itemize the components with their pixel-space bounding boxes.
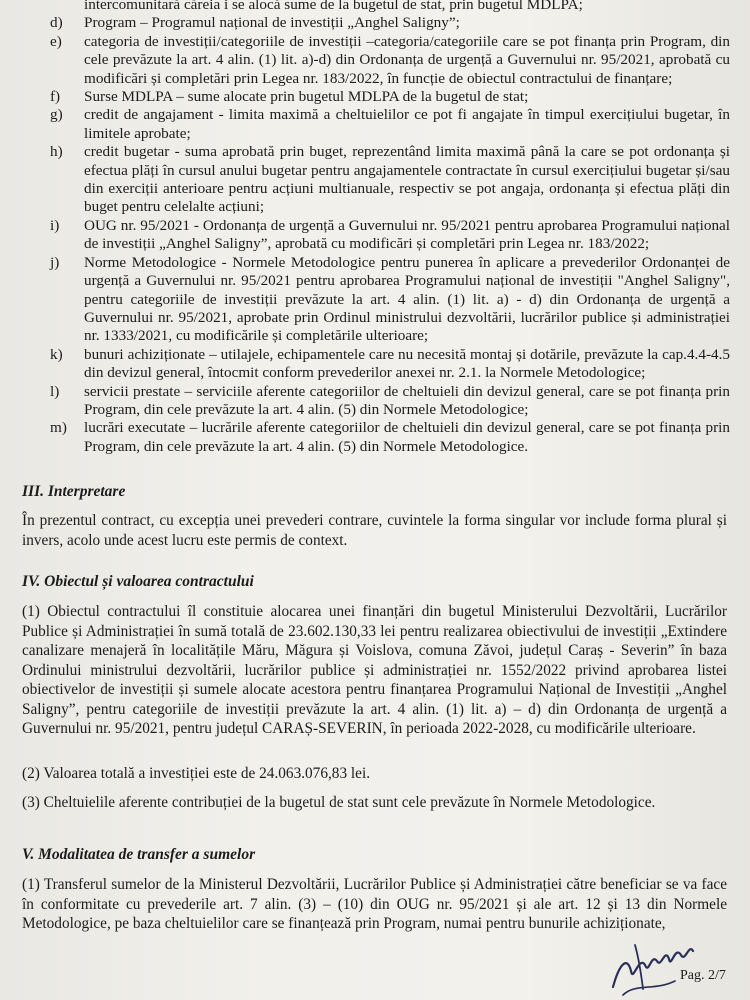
- definition-item-label: d): [50, 14, 63, 32]
- handwritten-signature: [605, 925, 715, 1000]
- definition-item-text: intercomunitară căreia i se alocă sume de la bugetul de stat, prin bugetul MDLPA;: [84, 0, 583, 13]
- definition-item-label: m): [50, 419, 67, 437]
- definition-item-label: i): [50, 216, 60, 234]
- definition-item: [50, 143, 730, 217]
- definitions-list: [50, 0, 730, 456]
- section-heading-transfer: V. Modalitatea de transfer a sumelor: [22, 846, 256, 863]
- definition-item-text: credit de angajament - limita maximă a cheltuielilor ce pot fi angajate în timpul exercițiului bugetar, în limitele aprobate;: [84, 106, 730, 142]
- definition-item-label: k): [50, 345, 63, 363]
- definition-item-text: categoria de investiții/categoriile de investiții –categoria/categoriile care se pot finanța prin Program, din cele prevăzute la art. 4 alin. (1) lit. a)-d) din Ordonanța de urgență a Guvernului nr. 95/2021, aprobată cu modificări și completări prin Legea nr. 183/2022, în funcție de obiectul contractului de finanțare;: [84, 32, 730, 87]
- definition-item: [50, 254, 730, 346]
- definition-item: [50, 419, 730, 456]
- definition-item-text: lucrări executate – lucrările aferente categoriilor de cheltuieli din devizul general, care se pot finanța prin Program, din cele prevăzute la art. 4 alin. (5) din Normele Metodologice.: [84, 419, 730, 455]
- definition-item: [50, 346, 730, 383]
- section-heading-obiect: IV. Obiectul și valoarea contractului: [22, 573, 254, 590]
- definition-item: [50, 217, 730, 254]
- page-number: Pag. 2/7: [680, 968, 726, 983]
- definition-item-text: Norme Metodologice - Normele Metodologice pentru punerea în aplicare a prevederilor Ordonanței de urgență a Guvernului nr. 95/2021 pentru aprobarea Programului național de investiții "Anghel Saligny", pentru categoriile de investiții prevăzute la art. 4 alin. (1) lit. a) - d) din Ordonanța de urgență a Guvernului nr. 95/2021, aprobate prin Ordinul ministrului dezvoltării, lucrărilor publice și administrației nr. 1333/2021, cu modificările și completările ulterioare;: [84, 253, 730, 345]
- obiect-paragraph-1: (1) Obiectul contractului îl constituie alocarea unei finanțări din bugetul Ministerului Dezvoltării, Lucrărilor Publice și Administrației în sumă totală de 23.602.130,33 lei pentru realizarea obiectivului de investiții „Extindere canalizare menajeră în localitățile Măru, Măgura și Voislova, comuna Zăvoi, județul Caraș - Severin” în baza Ordinului ministrului dezvoltării, lucrărilor publice și administrației nr. 1552/2022 privind aprobarea listei obiectivelor de investiții și sumele alocate acestora pentru finanțarea Programului Național de Investiții „Anghel Saligny”, pentru categoriile de investiții prevăzute la art. 4 alin. (1) lit. a) – d) din Ordonanța de urgență a Guvernului nr. 95/2021, pentru județul CARAȘ-SEVERIN, în perioada 2022-2028, cu modificările ulterioare.: [22, 603, 727, 737]
- definition-item: [50, 33, 730, 88]
- definition-item: [50, 0, 730, 14]
- definition-item-text: bunuri achiziționate – utilajele, echipamentele care nu necesită montaj și dotările, prevăzute la cap.4.4-4.5 din devizul general, întocmit conform prevederilor anexei nr. 2.1. la Normele Metodologice;: [84, 345, 730, 382]
- obiect-paragraph-2: (2) Valoarea totală a investiției este de 24.063.076,83 lei.: [22, 765, 371, 782]
- definition-item-label: l): [50, 382, 60, 400]
- definition-item-text: Program – Programul național de investiții „Anghel Saligny”;: [84, 14, 460, 32]
- definition-item-label: f): [50, 88, 61, 106]
- transfer-paragraph-1: (1) Transferul sumelor de la Ministerul Dezvoltării, Lucrărilor Publice și Administrației către beneficiar se va face în conformitate cu prevederile art. 7 alin. (3) – (10) din OUG nr. 95/2021 și ale art. 12 și 13 din Normele Metodologice, pe baza cheltuielilor care se finanțează prin Program, numai pentru bunurile achiziționate,: [22, 876, 727, 932]
- definition-item-label: [50, 0, 84, 14]
- section-heading-interpretare: III. Interpretare: [22, 483, 126, 500]
- interpretare-paragraph: În prezentul contract, cu excepția unei prevederi contrare, cuvintele la forma singular vor include forma plural și invers, acolo unde acest lucru este permis de context.: [22, 512, 727, 549]
- obiect-paragraph-3: (3) Cheltuielile aferente contribuției de la bugetul de stat sunt cele prevăzute în Normele Metodologice.: [22, 794, 656, 811]
- definition-item-text: credit bugetar - suma aprobată prin buget, reprezentând limita maximă până la care se pot ordonanța și efectua plăți în cursul anului bugetar pentru angajamentele contractate în cursul exercițiului bugetar și/sau din exerciții anterioare pentru acțiuni multianuale, respectiv se pot angaja, ordonanța și efectua plăți din buget pentru celelalte acțiuni;: [84, 143, 730, 216]
- definition-item: [50, 88, 730, 106]
- definition-item-text: OUG nr. 95/2021 - Ordonanța de urgență a Guvernului nr. 95/2021 pentru aprobarea Programului național de investiții „Anghel Saligny”, aprobată cu modificări și completări prin Legea nr. 183/2022;: [84, 216, 730, 253]
- definition-item-text: Surse MDLPA – sume alocate prin bugetul MDLPA de la bugetul de stat;: [84, 88, 529, 106]
- definition-item-text: servicii prestate – serviciile aferente categoriilor de cheltuieli din devizul general, care se pot finanța prin Program, din cele prevăzute la art. 4 alin. (5) din Normele Metodologice;: [84, 382, 730, 418]
- definition-item: [50, 14, 730, 32]
- definition-item-label: j): [50, 253, 60, 271]
- definition-item-label: h): [50, 143, 63, 161]
- definition-item-label: g): [50, 106, 63, 124]
- definition-item-label: e): [50, 32, 62, 50]
- definition-item: [50, 106, 730, 143]
- definition-item: [50, 383, 730, 420]
